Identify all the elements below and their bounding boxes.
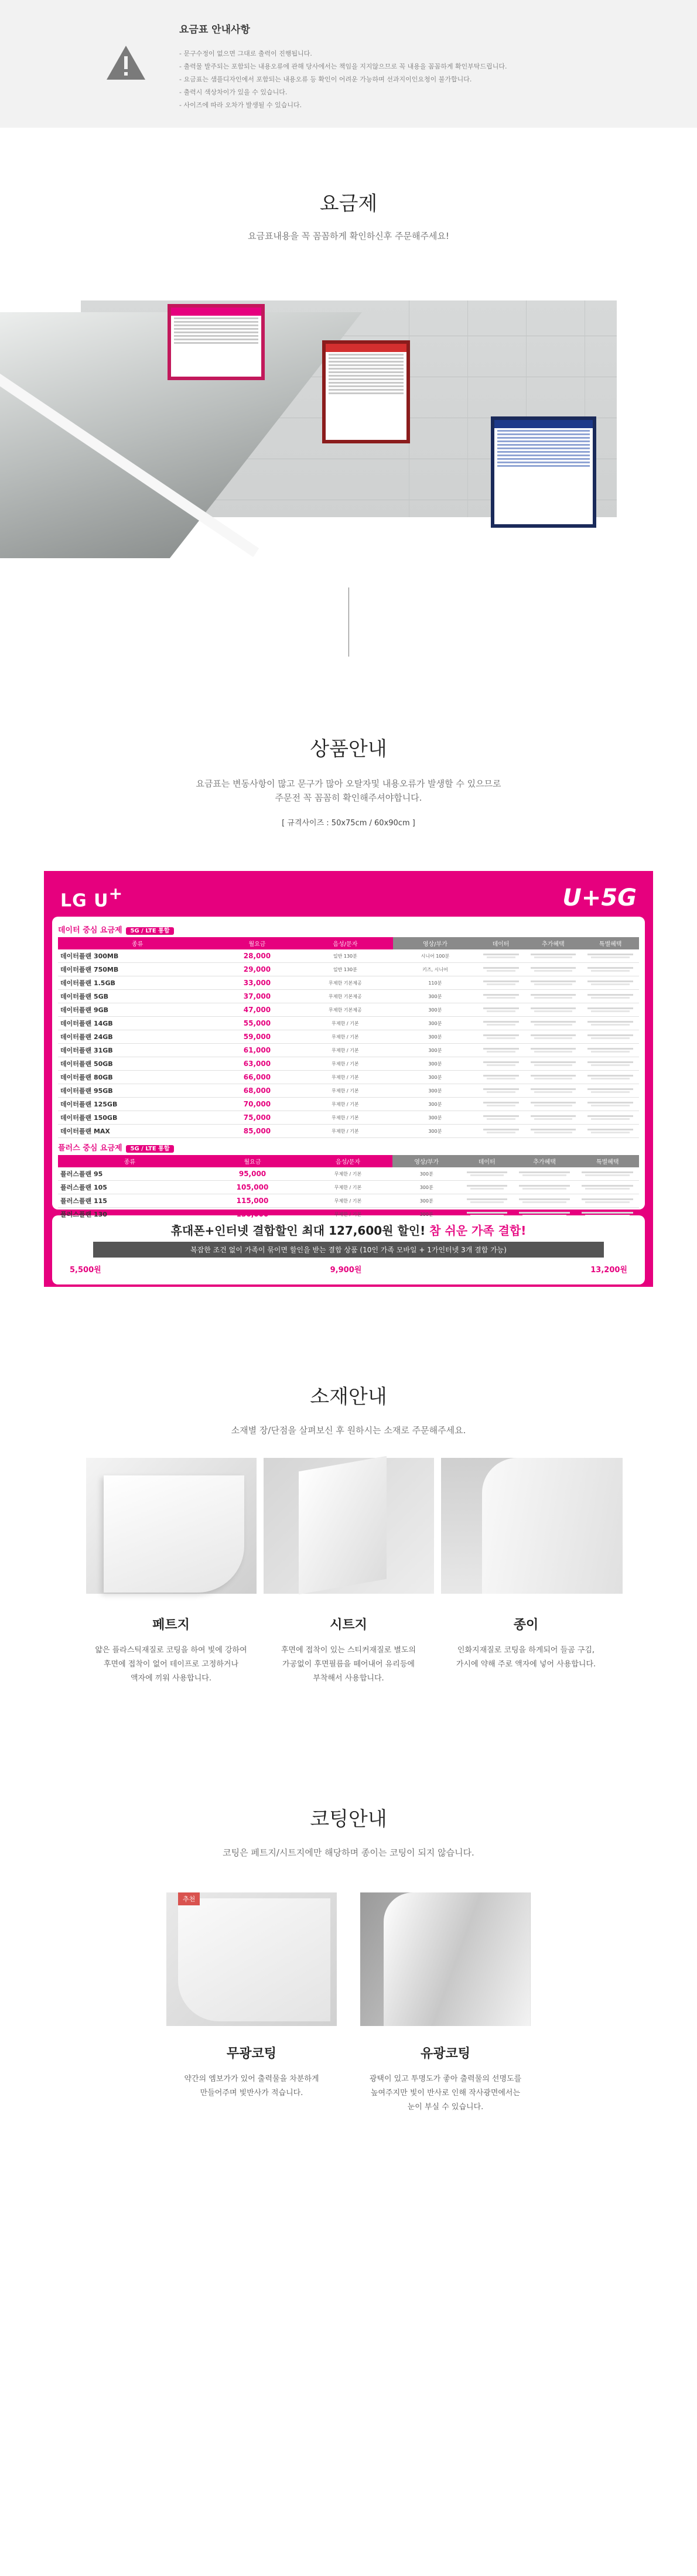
plan-name: 플러스플랜 115 [58, 1194, 201, 1208]
table-header: 영상/부가 [393, 937, 477, 949]
coating-card-matte [166, 1892, 337, 2114]
plan-name: 플러스플랜 105 [58, 1181, 201, 1194]
plan-detail [582, 1030, 639, 1044]
plan-video: 300분 [393, 1030, 477, 1044]
coating-desc: 광택이 있고 투명도가 좋아 출력물의 선명도를 높여주지만 빛이 반사로 인해 작사광면에서는 눈이 부실 수 있습니다. [369, 2075, 522, 2112]
plan-voice: 무제한 / 기본 [298, 1125, 393, 1138]
plan-name: 데이터플랜 14GB [58, 1017, 217, 1030]
table-header: 음성/문자 [303, 1155, 392, 1167]
table-header: 추가혜택 [513, 1155, 576, 1167]
plan-detail [477, 949, 525, 963]
plan-video: 300분 [392, 1194, 461, 1208]
plan-detail [582, 1017, 639, 1030]
plan-price: 33,000 [217, 976, 297, 990]
plan-video: 300분 [393, 1098, 477, 1111]
coating-desc: 약간의 엠보가가 있어 출력물을 차분하게 만들어주며 빛반사가 적습니다. [184, 2075, 319, 2097]
notice-item: - 사이즈에 따라 오차가 발생될 수 있습니다. [179, 99, 507, 112]
plan-video: 300분 [392, 1181, 461, 1194]
plan-detail [582, 1044, 639, 1057]
product-title: 상품안내 [310, 737, 387, 761]
table-row [58, 990, 639, 1003]
plan-voice: 무제한 / 기본 [298, 1098, 393, 1111]
plan-detail [477, 1098, 525, 1111]
material-subtitle: 소재별 장/단점을 살펴보신 후 원하시는 소재로 주문해주세요. [231, 1425, 466, 1436]
combo-price: 5,500원 [70, 1266, 101, 1275]
plan-voice: 무제한 기본제공 [298, 1003, 393, 1017]
plan-voice: 무제한 기본제공 [298, 990, 393, 1003]
table-row [58, 1167, 639, 1181]
plan-video: 300분 [393, 1044, 477, 1057]
table-row [58, 949, 639, 963]
fee-section [0, 187, 697, 243]
plan-price: 37,000 [217, 990, 297, 1003]
plan-name: 데이터플랜 9GB [58, 1003, 217, 1017]
plan-voice: 무제한 / 기본 [303, 1181, 392, 1194]
table-row [58, 1125, 639, 1138]
coating-section [0, 1803, 697, 2114]
plan-detail [582, 963, 639, 976]
plan-name: 데이터플랜 125GB [58, 1098, 217, 1111]
plan-name: 데이터플랜 95GB [58, 1084, 217, 1098]
notice-list [179, 47, 507, 112]
table-row [58, 1181, 639, 1194]
table-row [58, 1194, 639, 1208]
plan-price: 130,000 [201, 1208, 303, 1221]
plan-detail [525, 963, 582, 976]
plan-voice: 무제한 / 기본 [298, 1044, 393, 1057]
plan-price: 85,000 [217, 1125, 297, 1138]
plan-name: 데이터플랜 5GB [58, 990, 217, 1003]
plan-name: 데이터플랜 MAX [58, 1125, 217, 1138]
table-header: 월요금 [201, 1155, 303, 1167]
plan-video: 300분 [392, 1208, 461, 1221]
plan-video: 300분 [393, 990, 477, 1003]
table-row [58, 1017, 639, 1030]
divider-line [348, 587, 349, 657]
plan-price: 28,000 [217, 949, 297, 963]
subway-photo [81, 300, 617, 517]
table-header: 종류 [58, 937, 217, 949]
plan-video: 110분 [393, 976, 477, 990]
table-row [58, 1098, 639, 1111]
plan-price: 105,000 [201, 1181, 303, 1194]
plan-detail [582, 1057, 639, 1071]
plan-detail [576, 1181, 639, 1194]
plan-detail [477, 1111, 525, 1125]
plan-detail [525, 1084, 582, 1098]
plan-detail [582, 976, 639, 990]
poster-image [168, 304, 265, 380]
plan-detail [477, 1030, 525, 1044]
plan-detail [513, 1194, 576, 1208]
plan-video: 300분 [393, 1057, 477, 1071]
material-desc: 인화지재질로 코팅을 하게되어 들곰 구김, 가시에 약해 주로 액자에 넣어 사용합니다. [456, 1646, 596, 1669]
plan-voice: 무제한 기본제공 [298, 976, 393, 990]
plan-detail [525, 1017, 582, 1030]
plan-price: 68,000 [217, 1084, 297, 1098]
plan-voice: 무제한 / 기본 [303, 1167, 392, 1181]
product-section [0, 733, 697, 828]
plan-name: 데이터플랜 31GB [58, 1044, 217, 1057]
plan-name: 데이터플랜 750MB [58, 963, 217, 976]
table-header: 영상/부가 [392, 1155, 461, 1167]
material-name: 시트지 [330, 1618, 367, 1632]
material-title: 소재안내 [310, 1385, 387, 1409]
plan-name: 데이터플랜 24GB [58, 1030, 217, 1044]
recommend-badge: 추천 [178, 1892, 200, 1905]
notice-title: 요금표 안내사항 [179, 24, 250, 36]
warning-icon [105, 45, 146, 86]
material-card-sheet [264, 1458, 434, 1686]
plan-detail [477, 1017, 525, 1030]
coating-card-gloss [360, 1892, 531, 2114]
notice-item: - 문구수정이 없으면 그대로 출력이 진행됩니다. [179, 47, 507, 60]
plan-detail [525, 1030, 582, 1044]
notice-item: - 요금표는 샘플디자인에서 포함되는 내용오류 등 확인이 어려운 가능하며 선과지이인요청이 불가합니다. [179, 73, 507, 86]
table-row [58, 1111, 639, 1125]
plan-video: 300분 [393, 1111, 477, 1125]
plan-detail [525, 1071, 582, 1084]
plan-detail [513, 1167, 576, 1181]
plan-price: 59,000 [217, 1030, 297, 1044]
plan-detail [461, 1194, 513, 1208]
plan-voice: 무제한 / 기본 [298, 1111, 393, 1125]
plan-video: 300분 [393, 1071, 477, 1084]
plan-voice: 무제한 / 기본 [303, 1194, 392, 1208]
plan-price: 29,000 [217, 963, 297, 976]
plan-price: 70,000 [217, 1098, 297, 1111]
matte-image [166, 1892, 337, 2026]
plan-detail [582, 1111, 639, 1125]
plan-detail [477, 1084, 525, 1098]
plan-detail [461, 1181, 513, 1194]
gloss-image [360, 1892, 531, 2026]
table-row [58, 1030, 639, 1044]
plan-name: 데이터플랜 50GB [58, 1057, 217, 1071]
plan-detail [525, 1111, 582, 1125]
product-spec: [ 규격사이즈 : 50x75cm / 60x90cm ] [282, 819, 415, 828]
material-name: 종이 [513, 1618, 539, 1632]
5g-logo: U+5G [562, 884, 637, 911]
plan-voice: 무제한 / 기본 [303, 1208, 392, 1221]
table-header: 종류 [58, 1155, 201, 1167]
plus-plan-title: 플러스 중심 요금제 5G / LTE 통합 [58, 1142, 639, 1153]
plan-detail [477, 990, 525, 1003]
plan-name: 플러스플랜 130 [58, 1208, 201, 1221]
plan-detail [582, 990, 639, 1003]
material-name: 페트지 [152, 1618, 190, 1632]
table-row [58, 1003, 639, 1017]
table-header: 월요금 [217, 937, 297, 949]
plan-detail [525, 1057, 582, 1071]
plan-name: 데이터플랜 150GB [58, 1111, 217, 1125]
plan-detail [582, 949, 639, 963]
plan-name: 데이터플랜 300MB [58, 949, 217, 963]
material-desc: 얇은 플라스틱재질로 코팅을 하여 빛에 강하여 후면에 접착이 없어 테이프로 고정하거나 액자에 끼워 사용합니다. [95, 1646, 247, 1683]
sheet-image [264, 1458, 434, 1594]
plan-board [52, 917, 645, 1218]
combo-title: 휴대폰+인터넷 결합할인 최대 127,600원 할인! 참 쉬운 가족 결합! [170, 1224, 527, 1238]
plan-voice: 무제한 / 기본 [298, 1071, 393, 1084]
table-header: 음성/문자 [298, 937, 393, 949]
plan-detail [513, 1181, 576, 1194]
plan-video: 300분 [393, 1017, 477, 1030]
plan-name: 플러스플랜 95 [58, 1167, 201, 1181]
plan-voice: 무제한 / 기본 [298, 1057, 393, 1071]
material-desc: 후면에 접착이 있는 스티커재질로 별도의 가공없이 후면필름을 떼어내어 유리등에 부착해서 사용합니다. [281, 1646, 416, 1683]
plan-name: 데이터플랜 1.5GB [58, 976, 217, 990]
data-plan-title: 데이터 중심 요금제 5G / LTE 통합 [58, 924, 639, 935]
notice-item: - 출력물 발주되는 포함되는 내용오류에 관해 당사에서는 책임을 지지않으므로 꼭 내용을 꼼꼼하게 확인부탁드립니다. [179, 60, 507, 73]
plan-price: 95,000 [201, 1167, 303, 1181]
plan-detail [582, 1003, 639, 1017]
combo-sub: 복잡한 조건 없이 가족이 묶이면 할인을 받는 결합 상품 (10인 가족 모바일 + 1가인터넷 3개 결합 가능) [93, 1242, 604, 1258]
lg-logo: LG U+ [60, 884, 124, 911]
plan-detail [525, 949, 582, 963]
fee-subtitle: 요금표내용을 꼭 꼼꼼하게 확인하신후 주문해주세요! [248, 231, 449, 241]
product-desc: 주문전 꼭 꼼꼼히 확인해주셔야합니다. [275, 792, 422, 803]
plan-video: 300분 [393, 1084, 477, 1098]
plan-detail [525, 990, 582, 1003]
plan-voice: 일반 130분 [298, 963, 393, 976]
plan-price: 115,000 [201, 1194, 303, 1208]
plan-price: 47,000 [217, 1003, 297, 1017]
material-card-pet [86, 1458, 257, 1686]
plan-detail [477, 1057, 525, 1071]
plan-video: 300분 [393, 1003, 477, 1017]
plan-video: 키즈, 시니어 [393, 963, 477, 976]
plan-detail [477, 1071, 525, 1084]
plan-detail [477, 1003, 525, 1017]
poster-image [322, 340, 410, 443]
poster-image [491, 416, 596, 528]
plan-detail [461, 1167, 513, 1181]
plan-detail [525, 1044, 582, 1057]
plan-detail [582, 1098, 639, 1111]
pet-image [86, 1458, 257, 1594]
plan-voice: 무제한 / 기본 [298, 1017, 393, 1030]
table-header: 특별혜택 [576, 1155, 639, 1167]
table-row [58, 1057, 639, 1071]
notice-section [0, 0, 697, 128]
product-desc: 요금표는 변동사항이 많고 문구가 많아 오탈자및 내용오류가 발생할 수 있으므로 [196, 778, 501, 789]
plan-detail [582, 1084, 639, 1098]
plan-video: 300분 [392, 1167, 461, 1181]
material-card-paper [441, 1458, 611, 1686]
data-plan-table [58, 937, 639, 1138]
table-row [58, 1071, 639, 1084]
table-header: 추가혜택 [525, 937, 582, 949]
coating-name: 무광코팅 [226, 2047, 276, 2061]
notice-item: - 출력시 색상차이가 있을 수 있습니다. [179, 86, 507, 99]
plan-price: 75,000 [217, 1111, 297, 1125]
plan-price: 63,000 [217, 1057, 297, 1071]
plan-video: 시니어 100분 [393, 949, 477, 963]
table-header: 데이터 [477, 937, 525, 949]
coating-subtitle: 코팅은 페트지/시트지에만 해당하며 종이는 코팅이 되지 않습니다. [223, 1847, 474, 1858]
combo-banner [52, 1215, 645, 1284]
table-row [58, 1044, 639, 1057]
plan-detail [477, 963, 525, 976]
fee-title: 요금제 [319, 192, 378, 216]
table-header: 특별혜택 [582, 937, 639, 949]
plan-detail [582, 1071, 639, 1084]
plan-voice: 무제한 / 기본 [298, 1030, 393, 1044]
plan-detail [576, 1194, 639, 1208]
plan-price: 61,000 [217, 1044, 297, 1057]
coating-title: 코팅안내 [310, 1808, 387, 1831]
plan-name: 데이터플랜 80GB [58, 1071, 217, 1084]
table-row [58, 976, 639, 990]
combo-price: 13,200원 [590, 1266, 627, 1275]
plan-poster [44, 871, 653, 1287]
plan-price: 55,000 [217, 1017, 297, 1030]
table-header: 데이터 [461, 1155, 513, 1167]
plus-plan-table [58, 1155, 639, 1221]
paper-image [441, 1458, 611, 1594]
plan-detail [477, 1044, 525, 1057]
plan-detail [576, 1167, 639, 1181]
plan-voice: 일반 130분 [298, 949, 393, 963]
plan-video: 300분 [393, 1125, 477, 1138]
coating-name: 유광코팅 [420, 2047, 470, 2061]
plan-voice: 무제한 / 기본 [298, 1084, 393, 1098]
plan-detail [582, 1125, 639, 1138]
plan-detail [525, 1003, 582, 1017]
plan-detail [525, 976, 582, 990]
plan-detail [477, 976, 525, 990]
plan-detail [477, 1125, 525, 1138]
material-section [0, 1381, 697, 1686]
table-row [58, 1084, 639, 1098]
combo-price: 9,900원 [330, 1266, 362, 1275]
plan-price: 66,000 [217, 1071, 297, 1084]
plan-detail [525, 1098, 582, 1111]
table-row [58, 963, 639, 976]
plan-detail [525, 1125, 582, 1138]
